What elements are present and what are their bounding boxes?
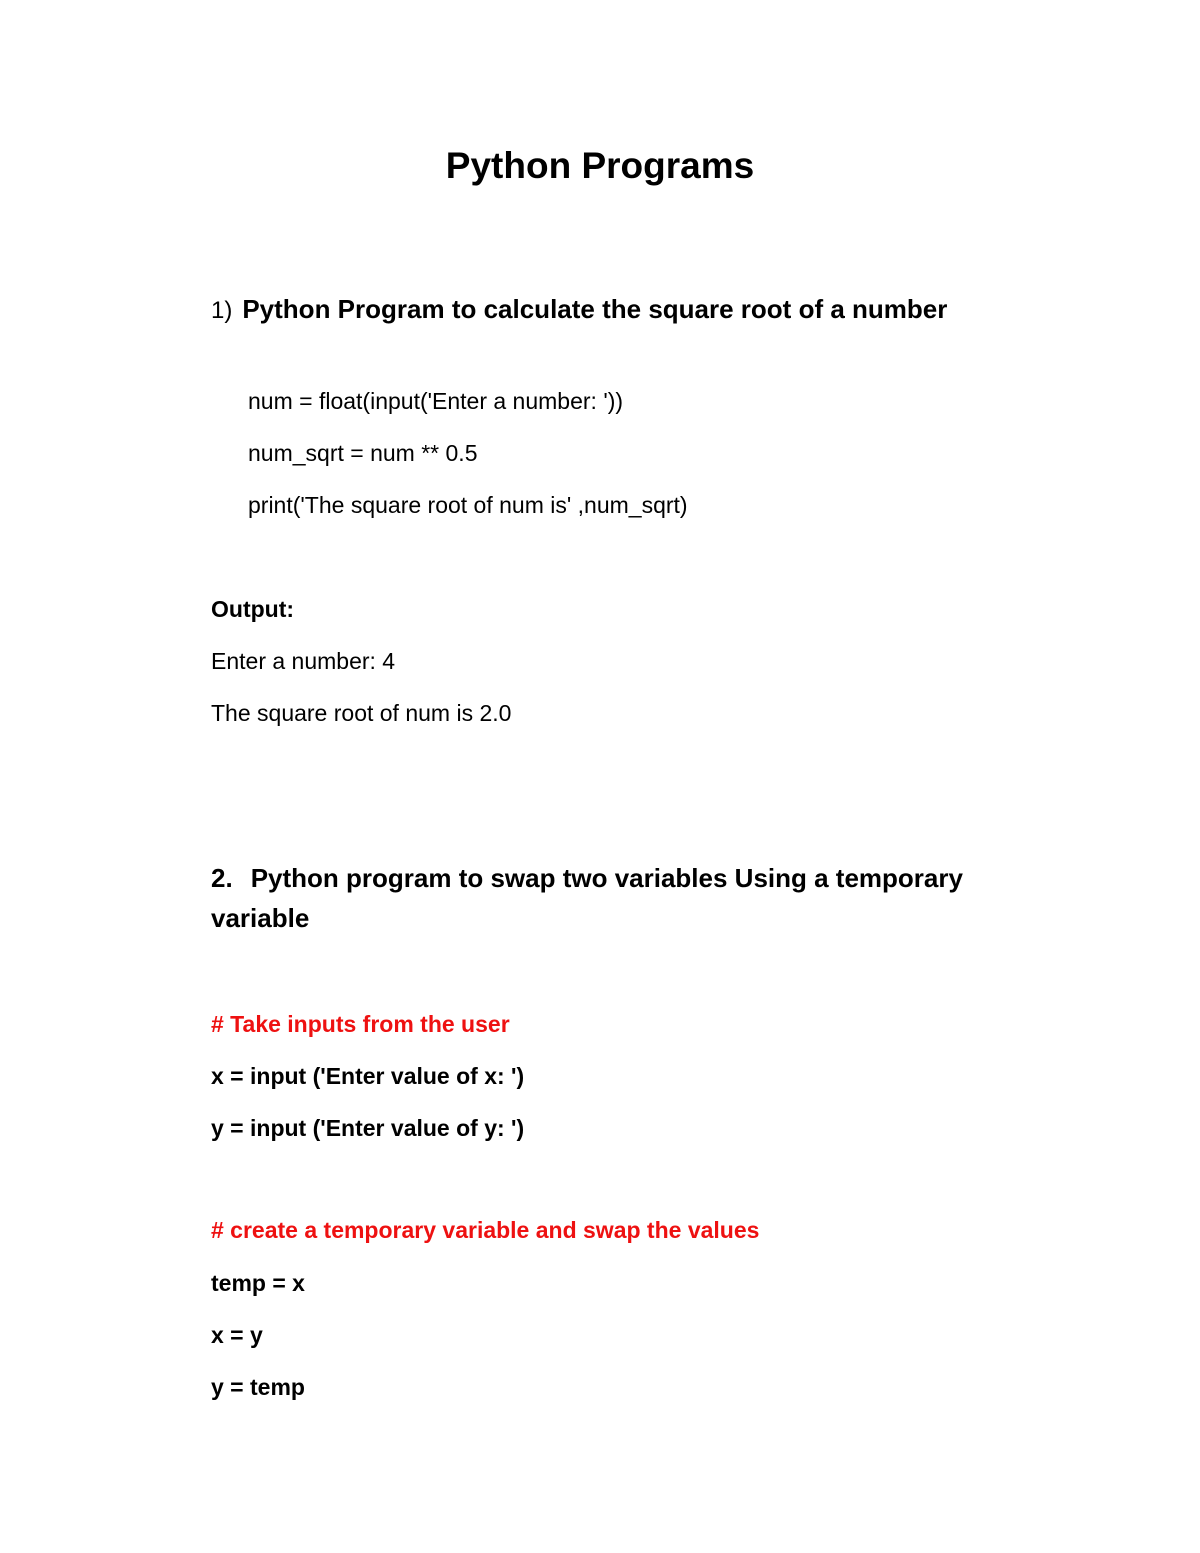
output-line: The square root of num is 2.0 [211, 700, 512, 726]
code-comment: # create a temporary variable and swap the values [211, 1217, 760, 1243]
code-line: print('The square root of num is' ,num_sqrt) [248, 492, 688, 518]
output-line: Enter a number: 4 [211, 648, 396, 674]
code-line: x = y [211, 1322, 263, 1348]
section-1-title: Python Program to calculate the square root of a number [242, 294, 948, 324]
section-1-heading [211, 294, 947, 325]
section-1-number: 1) [211, 297, 233, 324]
page-title: Python Programs [445, 145, 755, 186]
code-line: y = temp [211, 1374, 305, 1400]
section-2-number: 2. [211, 863, 233, 893]
code-line: num = float(input('Enter a number: ')) [248, 388, 624, 414]
section-2-heading [211, 858, 1031, 938]
code-line: num_sqrt = num ** 0.5 [248, 440, 478, 466]
output-label: Output: [211, 596, 295, 622]
code-line: y = input ('Enter value of y: ') [211, 1115, 525, 1141]
section-2-title: Python program to swap two variables Using a temporary variable [211, 863, 963, 933]
code-comment: # Take inputs from the user [211, 1011, 510, 1037]
code-line: temp = x [211, 1270, 305, 1296]
code-line: x = input ('Enter value of x: ') [211, 1063, 525, 1089]
